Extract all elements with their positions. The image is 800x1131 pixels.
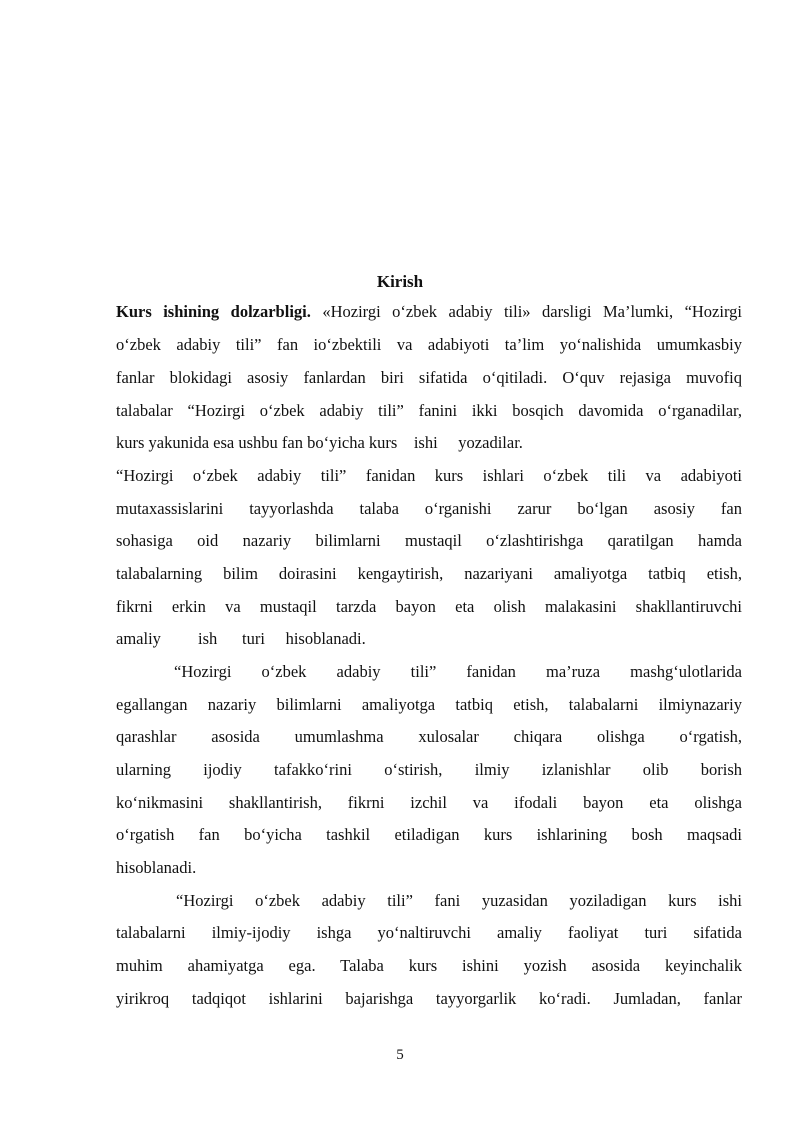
paragraph-line: o‘rgatish fan bo‘yicha tashkil etiladigan kurs ishlarining bosh maqsadi (116, 825, 742, 844)
paragraph-line: yirikroq tadqiqot ishlarini bajarishga tayyorgarlik ko‘radi. Jumladan, fanlar (116, 989, 742, 1008)
paragraph-line: mutaxassislarini tayyorlashda talaba o‘rganishi zarur bo‘lgan asosiy fan (116, 499, 742, 518)
paragraph-line: hisoblanadi. (116, 858, 197, 877)
page-number: 5 (396, 1047, 404, 1063)
line-text: «Hozirgi o‘zbek adabiy tili» darsligi Ma’lumki, “Hozirgi (310, 302, 742, 321)
paragraph-line: “Hozirgi o‘zbek adabiy tili” fanidan ma’ruza mashg‘ulotlarida (174, 662, 742, 681)
paragraph-line: fikrni erkin va mustaqil tarzda bayon eta olish malakasini shakllantiruvchi (116, 597, 742, 616)
paragraph-line: talabalarni ilmiy-ijodiy ishga yo‘naltiruvchi amaliy faoliyat turi sifatida (116, 923, 742, 942)
paragraph-line: “Hozirgi o‘zbek adabiy tili” fani yuzasidan yoziladigan kurs ishi (176, 891, 742, 910)
lead-bold-text: Kurs ishining dolzarbligi. (116, 302, 311, 321)
paragraph-line: kurs yakunida esa ushbu fan bo‘yicha kurs ishi yozadilar. (116, 433, 523, 452)
paragraph-line: ularning ijodiy tafakko‘rini o‘stirish, ilmiy izlanishlar olib borish (116, 760, 742, 779)
section-title: Kirish (376, 272, 424, 291)
paragraph-line: amaliy ish turi hisoblanadi. (116, 629, 366, 648)
paragraph-line: o‘zbek adabiy tili” fan io‘zbektili va adabiyoti ta’lim yo‘nalishida umumkasbiy (116, 335, 742, 354)
paragraph-line: egallangan nazariy bilimlarni amaliyotga tatbiq etish, talabalarni ilmiynazariy (116, 695, 742, 714)
paragraph-line (116, 300, 742, 324)
paragraph-line: muhim ahamiyatga ega. Talaba kurs ishini yozish asosida keyinchalik (116, 956, 742, 975)
paragraph-line: sohasiga oid nazariy bilimlarni mustaqil o‘zlashtirishga qaratilgan hamda (116, 531, 742, 550)
paragraph-line: talabalar “Hozirgi o‘zbek adabiy tili” fanini ikki bosqich davomida o‘rganadilar, (116, 401, 742, 420)
paragraph-line: fanlar blokidagi asosiy fanlardan biri sifatida o‘qitiladi. O‘quv rejasiga muvofiq (116, 368, 742, 387)
paragraph-line: ko‘nikmasini shakllantirish, fikrni izchil va ifodali bayon eta olishga (116, 793, 742, 812)
paragraph-line: “Hozirgi o‘zbek adabiy tili” fanidan kurs ishlari o‘zbek tili va adabiyoti (116, 466, 742, 485)
paragraph-line: talabalarning bilim doirasini kengaytirish, nazariyani amaliyotga tatbiq etish, (116, 564, 742, 583)
paragraph-line: qarashlar asosida umumlashma xulosalar chiqara olishga o‘rgatish, (116, 727, 742, 746)
